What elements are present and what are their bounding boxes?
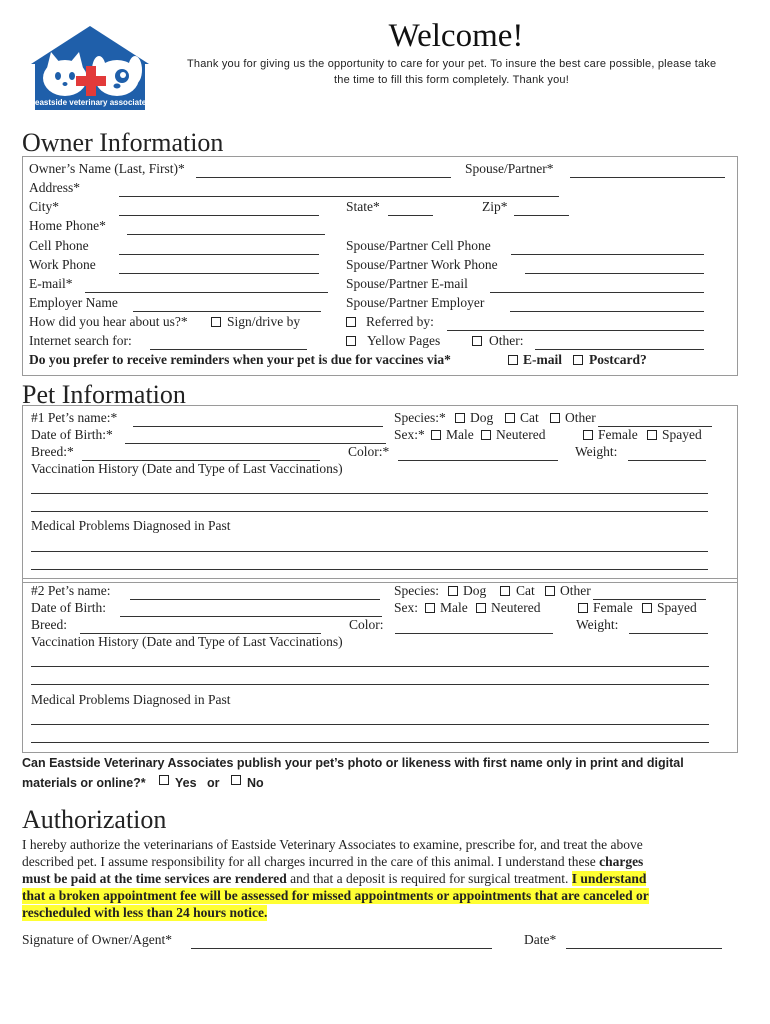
email-label: E-mail* — [29, 276, 73, 291]
spouse-work-label: Spouse/Partner Work Phone — [346, 257, 498, 272]
work-phone-label: Work Phone — [29, 257, 96, 272]
pet-1-sex-label: Sex:* — [394, 427, 425, 442]
pet-2-vaccination-label: Vaccination History (Date and Type of Last Vaccinations) — [31, 634, 343, 649]
pet-1-neutered-checkbox[interactable] — [481, 430, 491, 440]
pet-1-male-label: Male — [446, 427, 474, 442]
photo-consent-question-line-2: materials or online?* — [22, 776, 146, 790]
pet-1-name-field[interactable] — [133, 426, 383, 427]
pet-2-other-label: Other — [560, 583, 591, 598]
other-source-field[interactable] — [535, 349, 704, 350]
spouse-name-field[interactable] — [570, 177, 725, 178]
pet-1-dob-label: Date of Birth:* — [31, 427, 113, 442]
city-label: City* — [29, 199, 60, 214]
date-label: Date* — [524, 932, 557, 947]
referred-by-label: Referred by: — [366, 314, 434, 329]
authorization-charges-bold: charges — [599, 854, 644, 869]
yellow-pages-label: Yellow Pages — [367, 333, 441, 348]
pet-2-dob-field[interactable] — [120, 616, 382, 617]
reminder-postcard-label: Postcard? — [589, 352, 647, 367]
work-phone-field[interactable] — [119, 273, 319, 274]
pet-1-cat-label: Cat — [520, 410, 539, 425]
pet-2-sex-label: Sex: — [394, 600, 419, 615]
authorization-highlight-line-5: rescheduled with less than 24 hours notice. — [22, 905, 268, 920]
pet-1-neutered-label: Neutered — [496, 427, 546, 442]
address-label: Address* — [29, 180, 80, 195]
pet-2-spayed-label: Spayed — [657, 600, 697, 615]
pet-2-male-checkbox[interactable] — [425, 603, 435, 613]
city-field[interactable] — [119, 215, 319, 216]
authorization-period: . — [565, 871, 572, 886]
pet-2-name-label: #2 Pet’s name: — [31, 583, 111, 598]
pet-1-medical-line-2[interactable] — [31, 569, 708, 570]
pet-2-breed-label: Breed: — [31, 617, 67, 632]
reminder-postcard-checkbox[interactable] — [573, 355, 583, 365]
pet-2-neutered-label: Neutered — [491, 600, 541, 615]
signature-field[interactable] — [191, 948, 492, 949]
yellow-pages-checkbox[interactable] — [346, 336, 356, 346]
pet-1-weight-field[interactable] — [628, 460, 706, 461]
zip-field[interactable] — [514, 215, 569, 216]
authorization-text-line-3 — [22, 871, 646, 887]
internet-search-label: Internet search for: — [29, 333, 132, 348]
authorization-text-line-2 — [22, 854, 643, 870]
owner-name-label: Owner’s Name (Last, First)* — [29, 161, 185, 176]
page-title: Welcome! — [388, 18, 524, 54]
pet-2-dog-label: Dog — [463, 583, 487, 598]
pet-1-male-checkbox[interactable] — [431, 430, 441, 440]
pet-2-species-label: Species: — [394, 583, 439, 598]
pet-1-dog-checkbox[interactable] — [455, 413, 465, 423]
reminder-email-checkbox[interactable] — [508, 355, 518, 365]
photo-yes-label: Yes — [175, 776, 197, 790]
photo-or-label: or — [207, 776, 220, 790]
authorization-payment-bold: must be paid at the time services are rendered — [22, 871, 287, 886]
reminder-question: Do you prefer to receive reminders when your pet is due for vaccines via* — [29, 352, 451, 367]
pet-1-medical-label: Medical Problems Diagnosed in Past — [31, 518, 231, 533]
intro-text-line-2: the time to fill this form completely. Thank you! — [334, 74, 569, 86]
internet-search-field[interactable] — [150, 349, 307, 350]
state-field[interactable] — [388, 215, 433, 216]
reminder-email-label: E-mail — [523, 352, 562, 367]
pet-1-medical-line-1[interactable] — [31, 551, 708, 552]
sign-drive-label: Sign/drive by — [227, 314, 301, 329]
spouse-employer-field[interactable] — [510, 311, 704, 312]
authorization-highlight-line-4: that a broken appointment fee will be assessed for missed appointments or appointments that are canceled or — [22, 888, 649, 903]
zip-label: Zip* — [482, 199, 508, 214]
pet-2-other-checkbox[interactable] — [545, 586, 555, 596]
pet-1-female-checkbox[interactable] — [583, 430, 593, 440]
photo-yes-checkbox[interactable] — [159, 775, 169, 785]
signature-label: Signature of Owner/Agent* — [22, 932, 172, 947]
pet-2-weight-label: Weight: — [576, 617, 619, 632]
pet-1-spayed-checkbox[interactable] — [647, 430, 657, 440]
pet-1-color-label: Color:* — [348, 444, 390, 459]
authorization-heading: Authorization — [22, 805, 167, 834]
pet-2-medical-line-2[interactable] — [31, 742, 709, 743]
pet-2-vaccination-line-2[interactable] — [31, 684, 709, 685]
pet-1-color-field[interactable] — [398, 460, 558, 461]
authorization-text-line-2-a: described pet. I assume responsibility for all charges incurred in the care of this animal. I understand these — [22, 854, 600, 869]
pet-2-spayed-checkbox[interactable] — [642, 603, 652, 613]
clinic-logo-text: eastside veterinary associates — [35, 98, 151, 107]
pet-2-cat-checkbox[interactable] — [500, 586, 510, 596]
home-phone-field[interactable] — [127, 234, 325, 235]
pet-1-vaccination-line-1[interactable] — [31, 493, 708, 494]
employer-field[interactable] — [133, 311, 321, 312]
pet-1-spayed-label: Spayed — [662, 427, 702, 442]
pet-information-heading: Pet Information — [22, 380, 186, 409]
pet-1-other-checkbox[interactable] — [550, 413, 560, 423]
sign-drive-checkbox[interactable] — [211, 317, 221, 327]
date-field[interactable] — [566, 948, 722, 949]
address-field[interactable] — [119, 196, 559, 197]
pet-2-neutered-checkbox[interactable] — [476, 603, 486, 613]
intro-text-line-1: Thank you for giving us the opportunity to care for your pet. To insure the best care possible, please take — [187, 58, 717, 70]
other-source-checkbox[interactable] — [472, 336, 482, 346]
pet-2-medical-line-1[interactable] — [31, 724, 709, 725]
referred-by-field[interactable] — [447, 330, 704, 331]
owner-information-heading: Owner Information — [22, 128, 224, 157]
pet-2-color-label: Color: — [349, 617, 384, 632]
state-label: State* — [346, 199, 380, 214]
pet-2-dog-checkbox[interactable] — [448, 586, 458, 596]
referred-by-checkbox[interactable] — [346, 317, 356, 327]
pet-1-species-label: Species:* — [394, 410, 446, 425]
pet-2-dob-label: Date of Birth: — [31, 600, 106, 615]
authorization-text-line-1: I hereby authorize the veterinarians of Eastside Veterinary Associates to examine, prescribe for, and treat the above — [22, 837, 643, 852]
pet-1-weight-label: Weight: — [575, 444, 618, 459]
spouse-email-label: Spouse/Partner E-mail — [346, 276, 468, 291]
pet-1-dob-field[interactable] — [125, 443, 386, 444]
pet-1-vaccination-label: Vaccination History (Date and Type of Last Vaccinations) — [31, 461, 343, 476]
spouse-employer-label: Spouse/Partner Employer — [346, 295, 485, 310]
pet-1-breed-label: Breed:* — [31, 444, 74, 459]
pet-2-vaccination-line-1[interactable] — [31, 666, 709, 667]
pet-2-color-field[interactable] — [395, 633, 553, 634]
photo-consent-question-line-1: Can Eastside Veterinary Associates publish your pet’s photo or likeness with first name only in print and digital — [22, 756, 684, 770]
pet-2-name-field[interactable] — [130, 599, 380, 600]
pet-1-female-label: Female — [598, 427, 638, 442]
photo-no-checkbox[interactable] — [231, 775, 241, 785]
spouse-cell-field[interactable] — [511, 254, 704, 255]
pet-1-vaccination-line-2[interactable] — [31, 511, 708, 512]
spouse-cell-label: Spouse/Partner Cell Phone — [346, 238, 491, 253]
home-phone-label: Home Phone* — [29, 218, 106, 233]
cell-phone-label: Cell Phone — [29, 238, 89, 253]
pet-2-male-label: Male — [440, 600, 468, 615]
pet-2-medical-label: Medical Problems Diagnosed in Past — [31, 692, 231, 707]
pet-1-dog-label: Dog — [470, 410, 494, 425]
cell-phone-field[interactable] — [119, 254, 319, 255]
spouse-email-field[interactable] — [490, 292, 704, 293]
pet-2-female-label: Female — [593, 600, 633, 615]
pet-2-weight-field[interactable] — [629, 633, 708, 634]
pet-2-female-checkbox[interactable] — [578, 603, 588, 613]
pet-1-cat-checkbox[interactable] — [505, 413, 515, 423]
email-field[interactable] — [85, 292, 328, 293]
owner-name-field[interactable] — [196, 177, 451, 178]
spouse-work-field[interactable] — [525, 273, 704, 274]
authorization-deposit-text: and that a deposit is required for surgical treatment — [286, 871, 566, 886]
pet-1-name-label: #1 Pet’s name:* — [31, 410, 118, 425]
hear-about-label: How did you hear about us?* — [29, 314, 188, 329]
pet-1-other-label: Other — [565, 410, 596, 425]
authorization-highlight-start: I understand — [571, 871, 647, 886]
spouse-name-label: Spouse/Partner* — [465, 161, 554, 176]
pet-2-cat-label: Cat — [516, 583, 535, 598]
other-source-label: Other: — [489, 333, 524, 348]
photo-no-label: No — [247, 776, 264, 790]
employer-label: Employer Name — [29, 295, 118, 310]
